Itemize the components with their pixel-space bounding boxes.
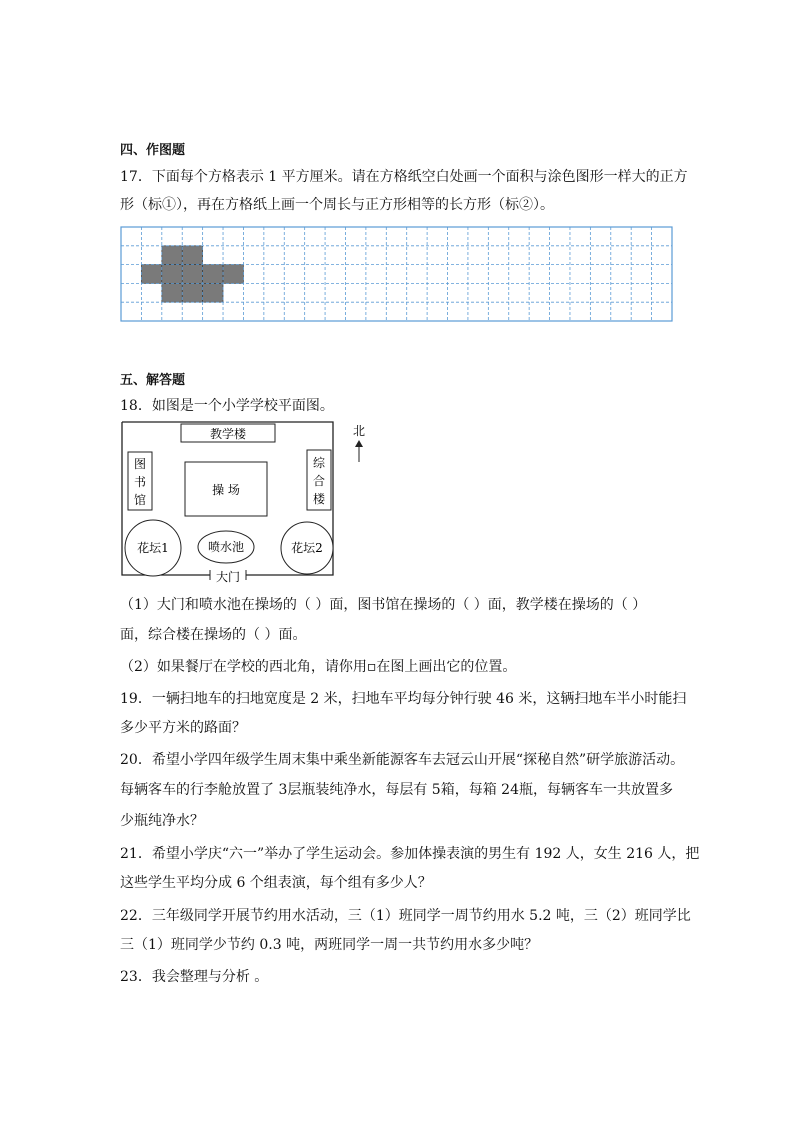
- question-18-part-2: （2）如果餐厅在学校的西北角，请你用▫在图上画出它的位置。: [120, 659, 517, 675]
- shaded-cell: [203, 283, 223, 302]
- question-21-line-1: 21．希望小学庆“六一”举办了学生运动会。参加体操表演的男生有 192 人，女生 216 人，把: [120, 846, 700, 862]
- north-label: 北: [352, 424, 366, 438]
- flowerbed-1-label: 花坛1: [137, 541, 169, 555]
- question-22-line-2: 三（1）班同学少节约 0.3 吨，两班同学一周一共节约用水多少吨？: [120, 937, 539, 953]
- question-20-line-1: 20．希望小学四年级学生周末集中乘坐新能源客车去冠云山开展“探秘自然”研学旅游活动。: [120, 752, 685, 768]
- flowerbed-2-label: 花坛2: [291, 541, 323, 555]
- shaded-cell: [182, 246, 202, 265]
- shaded-cell: [203, 265, 223, 284]
- school-map: [118, 418, 378, 586]
- question-19-line-2: 多少平方米的路面？: [120, 720, 246, 736]
- question-18-part-1-line-1: （1）大门和喷水池在操场的（ ）面，图书馆在操场的（ ）面，教学楼在操场的（ ）: [120, 597, 647, 613]
- shaded-figure: [141, 246, 243, 302]
- complex-building-label-1: 综: [312, 456, 326, 470]
- question-19-line-1: 19．一辆扫地车的扫地宽度是 2 米，扫地车平均每分钟行驶 46 米，这辆扫地车半小时能扫: [120, 691, 687, 707]
- shaded-cell: [162, 265, 182, 284]
- square-grid-paper[interactable]: [120, 226, 673, 322]
- shaded-cell: [182, 283, 202, 302]
- shaded-cell: [162, 246, 182, 265]
- question-23-line-1: 23．我会整理与分析 。: [120, 969, 269, 985]
- shaded-cell: [182, 265, 202, 284]
- gate-label: 大门: [215, 570, 241, 584]
- question-18-part-1-line-2: 面，综合楼在操场的（ ）面。: [120, 627, 307, 643]
- library-label-3: 馆: [133, 493, 147, 507]
- teaching-building-label: 教学楼: [209, 427, 247, 441]
- question-22-line-1: 22．三年级同学开展节约用水活动，三（1）班同学一周节约用水 5.2 吨，三（2）班同学比: [120, 908, 691, 924]
- section-5-title: 五、解答题: [120, 373, 186, 388]
- shaded-cell: [162, 283, 182, 302]
- library-label-2: 书: [133, 475, 147, 489]
- question-21-line-2: 这些学生平均分成 6 个组表演，每个组有多少人？: [120, 875, 432, 891]
- north-arrowhead-icon: [355, 440, 363, 447]
- question-17-line-1: 17．下面每个方格表示 1 平方厘米。请在方格纸空白处画一个面积与涂色图形一样大的正方: [120, 169, 688, 185]
- complex-building-label-2: 合: [312, 474, 326, 488]
- fountain-label: 喷水池: [207, 540, 245, 554]
- question-20-line-2: 每辆客车的行李舱放置了 3层瓶装纯净水，每层有 5箱，每箱 24瓶，每辆客车一共放置多: [120, 782, 673, 798]
- playground-label: 操 场: [212, 483, 240, 497]
- question-18-intro: 18．如图是一个小学学校平面图。: [120, 398, 334, 414]
- shaded-cell: [223, 265, 243, 284]
- shaded-cell: [141, 265, 161, 284]
- question-20-line-3: 少瓶纯净水？: [120, 813, 204, 829]
- question-17-line-2: 形（标①），再在方格纸上画一个周长与正方形相等的长方形（标②）。: [120, 197, 554, 213]
- library-label-1: 图: [133, 457, 147, 471]
- section-4-title: 四、作图题: [120, 143, 186, 158]
- complex-building-label-3: 楼: [312, 492, 326, 506]
